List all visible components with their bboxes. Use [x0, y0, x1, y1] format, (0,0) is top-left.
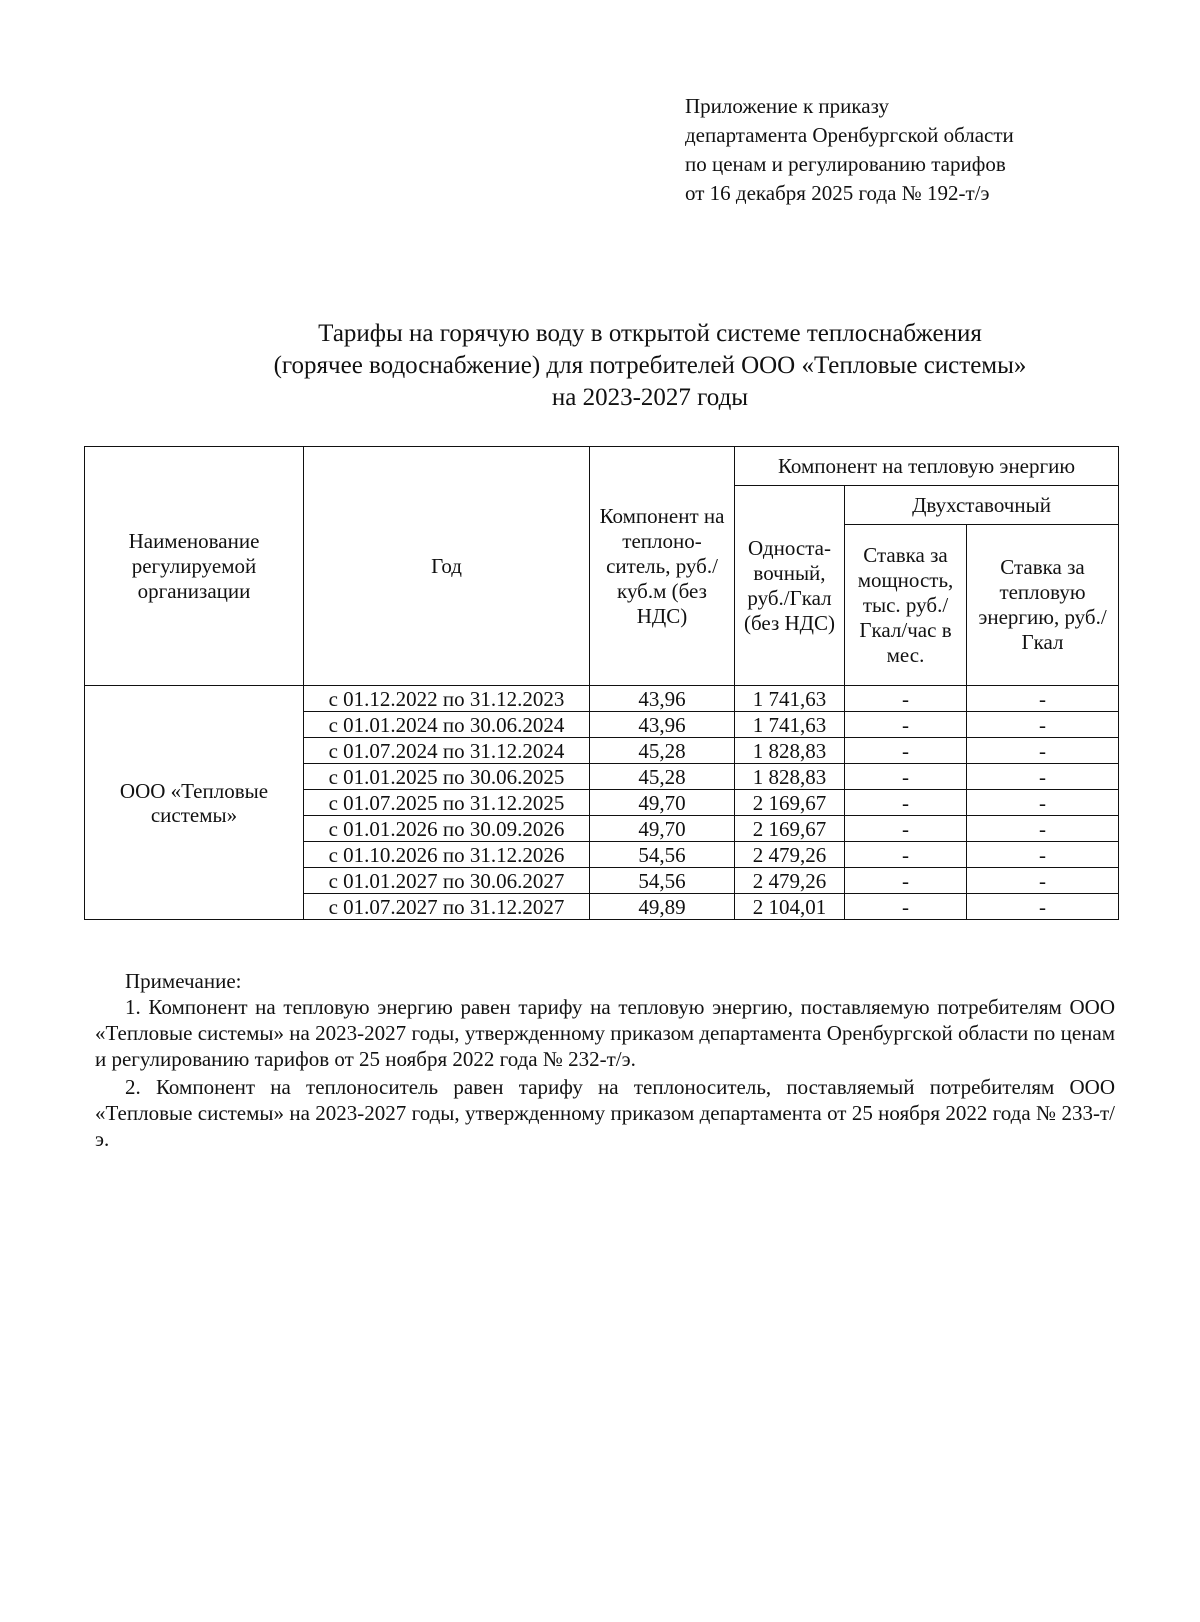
single-rate-cell: 1 741,63: [735, 686, 845, 712]
header-organization: Наименование регулируемой организации: [85, 447, 304, 686]
appendix-reference: [685, 92, 1014, 208]
period-cell: с 01.01.2024 по 30.06.2024: [304, 712, 590, 738]
appendix-line: от 16 декабря 2025 года № 192-т/э: [685, 181, 990, 205]
period-cell: с 01.01.2027 по 30.06.2027: [304, 868, 590, 894]
notes-heading: Примечание:: [125, 969, 242, 993]
energy-rate-cell: -: [967, 816, 1119, 842]
period-cell: с 01.07.2024 по 31.12.2024: [304, 738, 590, 764]
title-line: (горячее водоснабжение) для потребителей ООО «Тепловые системы»: [273, 352, 1027, 379]
period-cell: с 01.01.2026 по 30.09.2026: [304, 816, 590, 842]
single-rate-cell: 2 169,67: [735, 790, 845, 816]
capacity-rate-cell: -: [845, 738, 967, 764]
single-rate-cell: 1 828,83: [735, 764, 845, 790]
capacity-rate-cell: -: [845, 686, 967, 712]
energy-rate-cell: -: [967, 764, 1119, 790]
energy-rate-cell: -: [967, 738, 1119, 764]
appendix-line: по ценам и регулированию тарифов: [685, 152, 1006, 176]
header-two-rate: Двухставочный: [845, 486, 1119, 525]
capacity-rate-cell: -: [845, 712, 967, 738]
carrier-cell: 43,96: [590, 712, 735, 738]
capacity-rate-cell: -: [845, 894, 967, 920]
energy-rate-cell: -: [967, 686, 1119, 712]
header-year: Год: [304, 447, 590, 686]
energy-rate-cell: -: [967, 842, 1119, 868]
single-rate-cell: 2 479,26: [735, 868, 845, 894]
document-title: [170, 318, 1130, 414]
header-carrier-component: Компонент на теплоно-ситель, руб./куб.м (без НДС): [590, 447, 735, 686]
single-rate-cell: 2 479,26: [735, 842, 845, 868]
carrier-cell: 49,89: [590, 894, 735, 920]
single-rate-cell: 1 741,63: [735, 712, 845, 738]
period-cell: с 01.07.2025 по 31.12.2025: [304, 790, 590, 816]
notes-section: [95, 968, 1115, 1154]
appendix-line: департамента Оренбургской области: [685, 123, 1014, 147]
carrier-cell: 54,56: [590, 842, 735, 868]
single-rate-cell: 2 169,67: [735, 816, 845, 842]
energy-rate-cell: -: [967, 790, 1119, 816]
capacity-rate-cell: -: [845, 842, 967, 868]
note-item: 1. Компонент на тепловую энергию равен тарифу на тепловую энергию, поставляемую потребителям ООО «Тепловые системы» на 2023-2027 годы, утвержденному приказом департамента Оренбургской области по ценам и регулированию тарифов от 25 ноября 2022 года № 232-т/э.: [95, 995, 1115, 1071]
note-item: 2. Компонент на теплоноситель равен тарифу на теплоноситель, поставляемый потребителям ООО «Тепловые системы» на 2023-2027 годы, утвержденному приказом департамента от 25 ноября 2022 года № 233-т/э.: [95, 1075, 1115, 1151]
period-cell: с 01.12.2022 по 31.12.2023: [304, 686, 590, 712]
carrier-cell: 54,56: [590, 868, 735, 894]
header-capacity-rate: Ставка за мощность, тыс. руб./ Гкал/час в мес.: [845, 525, 967, 686]
carrier-cell: 49,70: [590, 816, 735, 842]
single-rate-cell: 2 104,01: [735, 894, 845, 920]
organization-cell: ООО «Тепловые системы»: [85, 686, 304, 920]
header-energy-component: Компонент на тепловую энергию: [735, 447, 1119, 486]
energy-rate-cell: -: [967, 712, 1119, 738]
carrier-cell: 49,70: [590, 790, 735, 816]
carrier-cell: 45,28: [590, 764, 735, 790]
header-energy-rate: Ставка за тепловую энергию, руб./Гкал: [967, 525, 1119, 686]
header-single-rate: Односта-вочный, руб./Гкал (без НДС): [735, 486, 845, 686]
appendix-line: Приложение к приказу: [685, 94, 889, 118]
carrier-cell: 43,96: [590, 686, 735, 712]
energy-rate-cell: -: [967, 894, 1119, 920]
title-line: Тарифы на горячую воду в открытой системе теплоснабжения: [318, 320, 982, 347]
capacity-rate-cell: -: [845, 790, 967, 816]
table-row: [85, 686, 1119, 712]
carrier-cell: 45,28: [590, 738, 735, 764]
title-line: на 2023-2027 годы: [551, 384, 749, 411]
energy-rate-cell: -: [967, 868, 1119, 894]
single-rate-cell: 1 828,83: [735, 738, 845, 764]
period-cell: с 01.10.2026 по 31.12.2026: [304, 842, 590, 868]
capacity-rate-cell: -: [845, 816, 967, 842]
capacity-rate-cell: -: [845, 868, 967, 894]
tariff-table: [84, 446, 1119, 920]
capacity-rate-cell: -: [845, 764, 967, 790]
period-cell: с 01.01.2025 по 30.06.2025: [304, 764, 590, 790]
period-cell: с 01.07.2027 по 31.12.2027: [304, 894, 590, 920]
